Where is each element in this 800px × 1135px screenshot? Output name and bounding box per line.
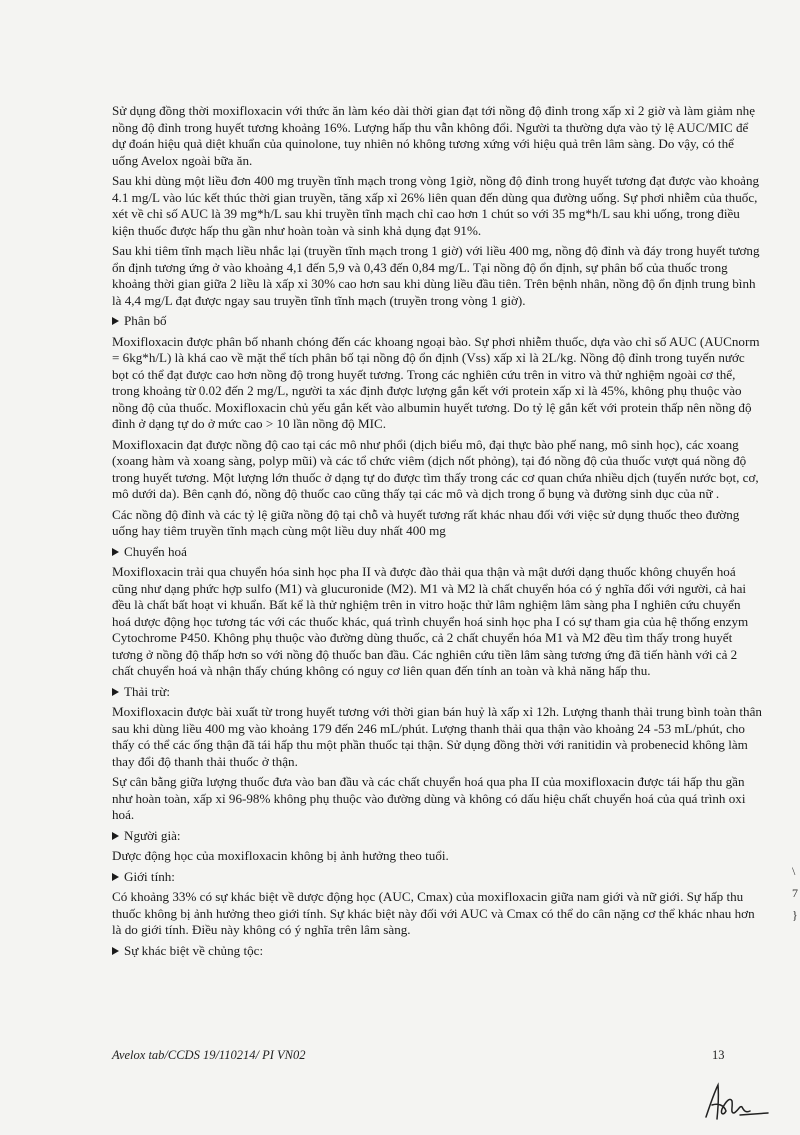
body-paragraph: Sự cân bằng giữa lượng thuốc đưa vào ban đầu và các chất chuyển hoá qua pha II của moxifloxacin được tái hấp thu gần như hoàn toàn, xấp xỉ 96-98% không phụ thuộc vào đường dùng và không có dấu hiệu chất chuyển hoá của quá trình oxi hoá. [112, 774, 746, 822]
section-heading-text: Giới tính: [124, 868, 175, 884]
margin-mark: } [792, 908, 798, 922]
section-heading-text: Người già: [124, 827, 181, 843]
triangle-bullet-icon [112, 947, 119, 955]
section-heading-text: Sự khác biệt về chủng tộc: [124, 942, 264, 958]
triangle-bullet-icon [112, 873, 119, 881]
section-heading [112, 869, 762, 886]
body-paragraph: Sử dụng đồng thời moxifloxacin với thức ăn làm kéo dài thời gian đạt tới nồng độ đỉnh trong xấp xỉ 2 giờ và làm giảm nhẹ nồng độ đỉnh trong huyết tương khoảng 16%. Lượng hấp thu vẫn không đổi. Người ta thường dựa vào tỷ lệ AUC/MIC để dự đoán hiệu quả diệt khuẩn của quinolone, tuy nhiên nó không tương xứng với hiệu quả trên lâm sàng. Do vậy, có thể uống Avelox ngoài bữa ăn. [112, 103, 756, 168]
page-number: 13 [712, 1048, 725, 1062]
triangle-bullet-icon [112, 317, 119, 325]
body-paragraph: Moxifloxacin trải qua chuyển hóa sinh học pha II và được đào thải qua thận và mật dưới dạng thuốc không chuyển hoá cũng như dạng phức hợp sulfo (M1) và glucuronide (M2). M1 và M2 là chất chuyển hóa có ý nghĩa đối với người, cả hai đều là chất bất hoạt vi khuẩn. Bất kể là thử nghiệm trên in vitro hoặc thử lâm nghiệm lâm sàng pha I nghiên cứu chuyển hoá dược động học tương tác với các thuốc khác, quá trình chuyển hoá sinh học pha I có sự tham gia của hệ thống enzym Cytochrome P450. Không phụ thuộc vào đường dùng thuốc, cả 2 chất chuyển hóa M1 và M2 đều tìm thấy trong huyết tương ở nồng độ thấp hơn so với nồng độ thuốc ban đầu. Các nghiên cứu tiền lâm sàng tương ứng đã tiến hành với cả 2 chất chuyển hoá và nhận thấy chúng không có nguy cơ liên quan đến tính an toàn và khả năng hấp thu. [112, 564, 749, 678]
body-paragraph: Sau khi dùng một liều đơn 400 mg truyền tĩnh mạch trong vòng 1giờ, nồng độ đỉnh trong huyết tương đạt được vào khoảng 4.1 mg/L vào lúc kết thúc thời gian truyền, tăng xấp xỉ 26% liên quan đến dùng qua đường uống. Sự phơi nhiễm của thuốc, xét về chỉ số AUC là 39 mg*h/L sau khi truyền tĩnh mạch chỉ cao hơn 1 chút so với 35 mg*h/L sau khi uống, trong điều kiện thuốc được hấp thu gần như hoàn toàn và sinh khả dụng đạt 91%. [112, 173, 760, 238]
section-heading [112, 943, 762, 960]
section-heading [112, 313, 762, 330]
body-paragraph: Moxifloxacin được phân bố nhanh chóng đến các khoang ngoại bào. Sự phơi nhiễm thuốc, dựa vào chỉ số AUC (AUCnorm = 6kg*h/L) là khá cao về mặt thể tích phân bố tại nồng độ ổn định (Vss) xấp xỉ là 2L/kg. Nồng độ đỉnh trong tuyến nước bọt có thể đạt được cao hơn nồng độ trong huyết tương. Trong các nghiên cứu trên in vitro và thử nghiệm ngoài cơ thể, trong khoảng từ 0.02 đến 2 mg/L, người ta xác định được lượng gắn kết với protein xấp xỉ là 45%, không phụ thuộc vào nồng độ của thuốc. Moxifloxacin chủ yếu gắn kết vào albumin huyết tương. Do tỷ lệ gắn kết với protein thấp nên nồng độ đỉnh ở dạng tự do ở mức cao > 10 lần nồng độ MIC. [112, 333, 760, 431]
body-paragraph: Moxifloxacin được bài xuất từ trong huyết tương với thời gian bán huỷ là xấp xỉ 12h. Lượng thanh thải trung bình toàn thân sau khi dùng liều 400 mg vào khoảng 179 đến 246 mL/phút. Lượng thanh thải qua thận vào khoảng 24 -53 mL/phút, cho thấy có thể các ống thận đã tái hấp thu một phần thuốc tại thận. Sử dụng đồng thời với ranitidin và probenecid không làm thay đổi độ thanh thải thuốc ở thận. [112, 704, 762, 769]
section-heading-text: Phân bố [124, 313, 167, 328]
margin-mark: 7 [792, 886, 798, 900]
body-paragraph: Các nồng độ đỉnh và các tỷ lệ giữa nồng độ tại chỗ và huyết tương rất khác nhau đối với việc sử dụng thuốc theo đường uống hay tiêm truyền tĩnh mạch cùng một liều duy nhất 400 mg [112, 506, 740, 538]
margin-marks [792, 860, 798, 926]
body-paragraph: Có khoảng 33% có sự khác biệt về dược động học (AUC, Cmax) của moxifloxacin giữa nam giới và nữ giới. Sự hấp thu thuốc không bị ảnh hưởng theo giới tính. Sự khác biệt này đối với AUC và Cmax có thể do cân nặng cơ thể khác nhau hơn là do giới tính. Điều này không có ý nghĩa trên lâm sàng. [112, 889, 755, 937]
body-paragraph: Sau khi tiêm tĩnh mạch liều nhắc lại (truyền tĩnh mạch trong 1 giờ) với liều 400 mg, nồng độ đỉnh và đáy trong huyết tương ổn định tương ứng ở vào khoảng 4,1 đến 5,9 và 0,43 đến 0,84 mg/L. Tại nồng độ ổn định, sự phân bố của thuốc trong khoảng thời gian giữa 2 liều là xấp xỉ 30% cao hơn sau khi dùng liều đầu tiên. Trên bệnh nhân, nồng độ ổn định trung bình là 4,4 mg/L đạt được ngay sau truyền tĩnh tĩnh mạch (truyền trong vòng 1 giờ). [112, 243, 760, 308]
section-heading [112, 544, 762, 561]
body-paragraph: Moxifloxacin đạt được nồng độ cao tại các mô như phổi (dịch biểu mô, đại thực bào phế nang, mô sinh học), các xoang (xoang hàm và xoang sàng, polyp mũi) và các tổ chức viêm (dịch nốt phỏng), tại đó nồng độ của thuốc vượt quá nồng độ trong huyết tương. Một lượng lớn thuốc ở dạng tự do được tìm thấy trong các cơ quan chứa nhiều dịch (tuyến nước bọt, cơ, mô dưới da). Bên cạnh đó, nồng độ thuốc cao cũng thấy tại các mô và dịch trong ổ bụng và đường sinh dục của nữ . [112, 436, 759, 501]
signature-mark [700, 1075, 770, 1125]
section-heading [112, 828, 762, 845]
section-heading [112, 684, 762, 701]
margin-mark: \ [792, 864, 796, 878]
triangle-bullet-icon [112, 832, 119, 840]
triangle-bullet-icon [112, 688, 119, 696]
body-paragraph: Dược động học của moxifloxacin không bị ảnh hưởng theo tuổi. [112, 848, 449, 863]
document-body [112, 103, 762, 963]
section-heading-text: Chuyển hoá [124, 543, 187, 559]
section-heading-text: Thải trừ: [124, 683, 171, 699]
footer-doc-code: Avelox tab/CCDS 19/110214/ PI VN02 [112, 1048, 306, 1062]
triangle-bullet-icon [112, 548, 119, 556]
